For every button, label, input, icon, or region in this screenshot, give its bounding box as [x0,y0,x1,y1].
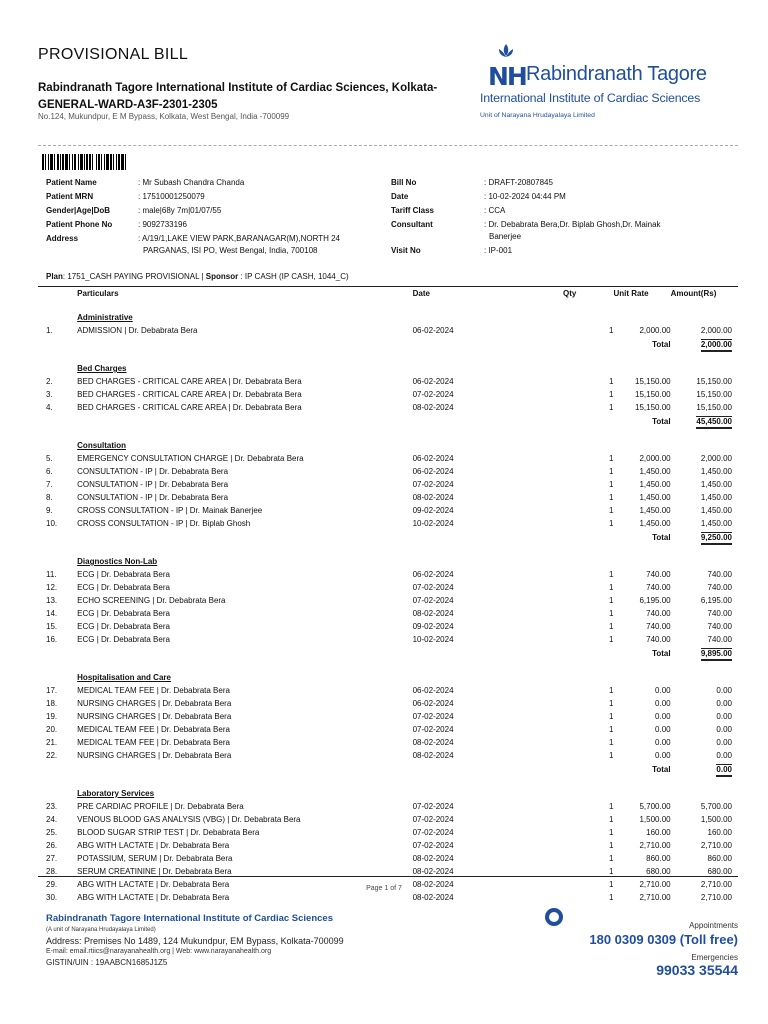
item-unit-rate: 0.00 [655,712,671,721]
item-date: 06-02-2024 [412,454,454,463]
table-row [38,324,738,337]
item-particulars: BED CHARGES - CRITICAL CARE AREA | Dr. Debabrata Bera [77,403,302,412]
item-amount: 2,000.00 [700,326,732,335]
item-qty: 1 [609,596,614,605]
item-date: 07-02-2024 [412,725,454,734]
item-qty: 1 [609,506,614,515]
item-qty: 1 [609,635,614,644]
item-date: 06-02-2024 [412,467,454,476]
item-particulars: MEDICAL TEAM FEE | Dr. Debabrata Bera [77,686,230,695]
item-number: 18. [46,699,58,708]
table-row [38,749,738,762]
item-qty: 1 [609,609,614,618]
item-number: 1. [46,326,53,335]
table-body [38,300,738,904]
item-number: 12. [46,583,58,592]
item-qty: 1 [609,390,614,399]
item-date: 06-02-2024 [412,570,454,579]
plan-value: : 1751_CASH PAYING PROVISIONAL | [62,272,206,281]
item-date: 07-02-2024 [412,390,454,399]
item-date: 07-02-2024 [412,712,454,721]
item-amount: 740.00 [707,583,732,592]
item-qty: 1 [609,854,614,863]
item-particulars: CROSS CONSULTATION - IP | Dr. Mainak Banerjee [77,506,263,515]
item-number: 7. [46,480,53,489]
item-particulars: PRE CARDIAC PROFILE | Dr. Debabrata Bera [77,802,244,811]
item-qty: 1 [609,519,614,528]
left-info-value: : 17510001250079 [138,192,205,201]
item-particulars: CROSS CONSULTATION - IP | Dr. Biplab Ghosh [77,519,251,528]
item-unit-rate: 2,000.00 [639,326,671,335]
item-date: 08-02-2024 [412,609,454,618]
total-label: Total [652,648,671,658]
category-name: Bed Charges [77,364,127,373]
item-particulars: CONSULTATION - IP | Dr. Debabrata Bera [77,493,229,502]
table-row [38,800,738,813]
item-qty: 1 [609,326,614,335]
table-row [38,517,738,530]
item-qty: 1 [609,751,614,760]
table-row [38,465,738,478]
appointments-phone: 180 0309 0309 (Toll free) [589,932,738,947]
item-date: 06-02-2024 [412,326,454,335]
table-bottom-rule [38,876,738,877]
item-date: 07-02-2024 [412,841,454,850]
item-qty: 1 [609,841,614,850]
table-row [38,697,738,710]
item-qty: 1 [609,802,614,811]
category-row [38,351,738,375]
item-amount: 15,150.00 [696,403,732,412]
item-amount: 0.00 [716,751,732,760]
item-unit-rate: 740.00 [646,583,671,592]
left-info-value: : 9092733196 [138,220,187,229]
item-unit-rate: 1,450.00 [639,519,671,528]
item-qty: 1 [609,712,614,721]
item-number: 20. [46,725,58,734]
item-date: 08-02-2024 [412,751,454,760]
item-qty: 1 [609,454,614,463]
item-number: 30. [46,893,58,902]
item-amount: 860.00 [707,854,732,863]
sponsor-label: Sponsor [205,272,239,281]
item-date: 06-02-2024 [412,377,454,386]
logo-mark: NH [488,62,526,91]
item-qty: 1 [609,583,614,592]
col-date: Date [413,287,563,301]
item-unit-rate: 1,450.00 [639,493,671,502]
hospital-name: Rabindranath Tagore International Institute of Cardiac Sciences, Kolkata-GENERAL-WARD-A3F-2301-2305 [38,82,438,111]
item-amount: 680.00 [707,867,732,876]
item-date: 06-02-2024 [412,686,454,695]
category-name: Administrative [77,313,133,322]
left-info-label: Address [46,234,79,243]
right-info-label: Date [391,192,409,201]
item-amount: 6,195.00 [700,596,732,605]
section-total-value: 0.00 [716,764,732,777]
table-row [38,852,738,865]
item-unit-rate: 0.00 [655,686,671,695]
item-number: 15. [46,622,58,631]
right-info-value: : CCA [484,206,506,215]
footer-hospital-name: Rabindranath Tagore International Institute of Cardiac Sciences [46,913,333,924]
table-row [38,684,738,697]
table-row [38,633,738,646]
item-number: 29. [46,880,58,889]
emergencies-phone: 99033 35544 [656,962,738,978]
item-unit-rate: 0.00 [655,699,671,708]
table-row [38,491,738,504]
item-particulars: ECG | Dr. Debabrata Bera [77,583,170,592]
emblem-icon [545,908,563,926]
item-particulars: ABG WITH LACTATE | Dr. Debabrata Bera [77,841,230,850]
footer-unit: (A unit of Narayana Hrudayalaya Limited) [46,927,156,933]
item-number: 9. [46,506,53,515]
item-date: 07-02-2024 [412,583,454,592]
total-label: Total [652,532,671,542]
item-unit-rate: 15,150.00 [635,377,671,386]
item-date: 08-02-2024 [412,493,454,502]
item-amount: 0.00 [716,699,732,708]
item-qty: 1 [609,867,614,876]
item-particulars: ECHO SCREENING | Dr. Debabrata Bera [77,596,226,605]
left-info-value: : Mr Subash Chandra Chanda [138,178,245,187]
item-qty: 1 [609,828,614,837]
table-row [38,388,738,401]
logo-unit: Unit of Narayana Hrudayalaya Limited [480,112,595,119]
section-total-row [38,337,738,351]
table-row [38,375,738,388]
item-amount: 2,000.00 [700,454,732,463]
item-amount: 1,450.00 [700,480,732,489]
item-date: 08-02-2024 [412,403,454,412]
table-row [38,826,738,839]
item-unit-rate: 0.00 [655,725,671,734]
item-unit-rate: 1,450.00 [639,480,671,489]
item-unit-rate: 5,700.00 [639,802,671,811]
item-unit-rate: 860.00 [646,854,671,863]
item-date: 06-02-2024 [412,699,454,708]
category-row [38,300,738,324]
item-particulars: POTASSIUM, SERUM | Dr. Debabrata Bera [77,854,233,863]
table-row [38,607,738,620]
item-amount: 2,710.00 [700,880,732,889]
item-number: 26. [46,841,58,850]
item-date: 07-02-2024 [412,802,454,811]
item-number: 6. [46,467,53,476]
item-number: 23. [46,802,58,811]
item-unit-rate: 2,710.00 [639,893,671,902]
item-unit-rate: 740.00 [646,570,671,579]
section-total-value: 2,000.00 [701,339,732,352]
section-total-value: 45,450.00 [696,416,732,429]
plan-label: Plan [46,272,63,281]
document-title: PROVISIONAL BILL [38,46,189,63]
item-particulars: ECG | Dr. Debabrata Bera [77,635,170,644]
hospital-logo [478,42,738,126]
logo-name: Rabindranath Tagore [526,63,707,85]
table-row [38,736,738,749]
right-info-label: Visit No [391,246,421,255]
item-particulars: ECG | Dr. Debabrata Bera [77,570,170,579]
item-number: 2. [46,377,53,386]
item-qty: 1 [609,570,614,579]
item-qty: 1 [609,467,614,476]
section-total-row [38,414,738,428]
item-number: 14. [46,609,58,618]
item-unit-rate: 15,150.00 [635,390,671,399]
left-info-value-continued: PARGANAS, ISI PO, West Bengal, India, 700108 [143,246,318,255]
item-qty: 1 [609,622,614,631]
section-total-row [38,530,738,544]
item-amount: 2,710.00 [700,841,732,850]
item-unit-rate: 160.00 [646,828,671,837]
item-particulars: VENOUS BLOOD GAS ANALYSIS (VBG) | Dr. Debabrata Bera [77,815,301,824]
item-date: 08-02-2024 [412,893,454,902]
item-unit-rate: 740.00 [646,635,671,644]
item-unit-rate: 1,450.00 [639,467,671,476]
col-amount: Amount(Rs) [671,287,738,301]
table-row [38,401,738,414]
item-date: 08-02-2024 [412,880,454,889]
barcode [42,154,164,170]
item-date: 08-02-2024 [412,854,454,863]
item-number: 3. [46,390,53,399]
category-name: Consultation [77,441,127,450]
item-qty: 1 [609,686,614,695]
page-number: Page 1 of 7 [366,885,402,892]
item-date: 08-02-2024 [412,867,454,876]
footer-gstin: GISTIN/UIN : 19AABCN1685J1Z5 [46,958,168,967]
table-row [38,813,738,826]
table-row [38,594,738,607]
item-number: 5. [46,454,53,463]
item-unit-rate: 1,500.00 [639,815,671,824]
item-particulars: MEDICAL TEAM FEE | Dr. Debabrata Bera [77,725,230,734]
item-number: 4. [46,403,53,412]
item-qty: 1 [609,815,614,824]
item-number: 8. [46,493,53,502]
left-info-value: : A/19/1,LAKE VIEW PARK,BARANAGAR(M),NORTH 24 [138,234,340,243]
right-info-value: : IP-001 [484,246,513,255]
left-info-label: Patient MRN [46,192,94,201]
item-unit-rate: 2,710.00 [639,880,671,889]
item-amount: 1,450.00 [700,506,732,515]
right-info-value: : DRAFT-20807845 [484,178,553,187]
item-unit-rate: 740.00 [646,622,671,631]
item-unit-rate: 740.00 [646,609,671,618]
item-particulars: BLOOD SUGAR STRIP TEST | Dr. Debabrata Bera [77,828,260,837]
table-row [38,478,738,491]
item-amount: 1,450.00 [700,519,732,528]
item-particulars: ECG | Dr. Debabrata Bera [77,622,170,631]
item-unit-rate: 680.00 [646,867,671,876]
item-number: 27. [46,854,58,863]
total-label: Total [652,416,671,426]
right-info-value-continued: Banerjee [489,232,522,241]
item-date: 10-02-2024 [412,519,454,528]
item-particulars: NURSING CHARGES | Dr. Debabrata Bera [77,751,232,760]
table-row [38,710,738,723]
item-particulars: CONSULTATION - IP | Dr. Debabrata Bera [77,467,229,476]
item-particulars: NURSING CHARGES | Dr. Debabrata Bera [77,712,232,721]
appointments-label: Appointments [689,921,738,930]
item-unit-rate: 0.00 [655,751,671,760]
total-label: Total [652,764,671,774]
item-date: 10-02-2024 [412,635,454,644]
item-unit-rate: 2,710.00 [639,841,671,850]
col-particulars: Particulars [77,287,412,301]
item-amount: 5,700.00 [700,802,732,811]
item-particulars: NURSING CHARGES | Dr. Debabrata Bera [77,699,232,708]
item-qty: 1 [609,377,614,386]
table-row [38,839,738,852]
item-particulars: BED CHARGES - CRITICAL CARE AREA | Dr. Debabrata Bera [77,390,302,399]
section-total-row [38,762,738,776]
table-row [38,620,738,633]
item-date: 07-02-2024 [412,815,454,824]
item-number: 24. [46,815,58,824]
item-amount: 740.00 [707,570,732,579]
right-info-label: Bill No [391,178,417,187]
item-number: 13. [46,596,58,605]
category-name: Diagnostics Non-Lab [77,557,158,566]
item-date: 08-02-2024 [412,738,454,747]
item-amount: 15,150.00 [696,390,732,399]
category-name: Laboratory Services [77,789,155,798]
item-date: 09-02-2024 [412,622,454,631]
item-qty: 1 [609,725,614,734]
section-total-value: 9,895.00 [701,648,732,661]
table-row [38,504,738,517]
left-info-label: Gender|Age|DoB [46,206,111,215]
hospital-address: No.124, Mukundpur, E M Bypass, Kolkata, West Bengal, India -700099 [38,112,290,121]
col-no [38,287,77,301]
item-number: 25. [46,828,58,837]
sponsor-value: : IP CASH (IP CASH, 1044_C) [238,272,349,281]
category-row [38,544,738,568]
table-row [38,723,738,736]
item-amount: 0.00 [716,712,732,721]
emergencies-label: Emergencies [691,953,738,962]
item-amount: 740.00 [707,635,732,644]
category-row [38,660,738,684]
col-unit-rate: Unit Rate [614,287,671,301]
item-qty: 1 [609,699,614,708]
right-info-label: Tariff Class [391,206,434,215]
item-number: 16. [46,635,58,644]
section-total-row [38,646,738,660]
item-amount: 0.00 [716,725,732,734]
item-number: 17. [46,686,58,695]
section-total-value: 9,250.00 [701,532,732,545]
table-row [38,581,738,594]
item-particulars: EMERGENCY CONSULTATION CHARGE | Dr. Debabrata Bera [77,454,304,463]
item-qty: 1 [609,480,614,489]
item-date: 07-02-2024 [412,480,454,489]
category-row [38,776,738,800]
item-amount: 2,710.00 [700,893,732,902]
item-amount: 740.00 [707,609,732,618]
item-qty: 1 [609,880,614,889]
item-particulars: BED CHARGES - CRITICAL CARE AREA | Dr. Debabrata Bera [77,377,302,386]
item-qty: 1 [609,493,614,502]
item-amount: 0.00 [716,738,732,747]
item-qty: 1 [609,893,614,902]
item-amount: 160.00 [707,828,732,837]
right-info-value: : Dr. Debabrata Bera,Dr. Biplab Ghosh,Dr. Mainak [484,220,661,229]
item-date: 09-02-2024 [412,506,454,515]
item-amount: 740.00 [707,622,732,631]
col-qty: Qty [563,287,613,301]
item-amount: 1,500.00 [700,815,732,824]
left-info-label: Patient Name [46,178,97,187]
item-unit-rate: 1,450.00 [639,506,671,515]
header-divider [38,145,738,146]
item-number: 11. [46,570,57,579]
item-qty: 1 [609,738,614,747]
logo-subtitle: International Institute of Cardiac Sciences [480,91,701,105]
table-row [38,568,738,581]
right-info-label: Consultant [391,220,433,229]
item-particulars: MEDICAL TEAM FEE | Dr. Debabrata Bera [77,738,230,747]
item-amount: 15,150.00 [696,377,732,386]
item-particulars: CONSULTATION - IP | Dr. Debabrata Bera [77,480,229,489]
left-info-label: Patient Phone No [46,220,113,229]
footer-address: Address: Premises No 1489, 124 Mukundpur, EM Bypass, Kolkata-700099 [46,936,344,946]
item-number: 10. [46,519,58,528]
item-qty: 1 [609,403,614,412]
item-particulars: ECG | Dr. Debabrata Bera [77,609,170,618]
table-row [38,452,738,465]
category-row [38,428,738,452]
item-number: 19. [46,712,58,721]
item-amount: 1,450.00 [700,467,732,476]
category-name: Hospitalisation and Care [77,673,171,682]
item-particulars: ADMISSION | Dr. Debabrata Bera [77,326,198,335]
item-number: 22. [46,751,58,760]
item-number: 21. [46,738,58,747]
footer [0,905,768,1024]
item-unit-rate: 2,000.00 [639,454,671,463]
item-amount: 1,450.00 [700,493,732,502]
item-particulars: SERUM CREATININE | Dr. Debabrata Bera [77,867,232,876]
item-number: 28. [46,867,58,876]
item-amount: 0.00 [716,686,732,695]
bill-items-table [38,286,738,904]
item-date: 07-02-2024 [412,596,454,605]
item-unit-rate: 6,195.00 [639,596,671,605]
right-info-value: : 10-02-2024 04:44 PM [484,192,566,201]
left-info-value: : male|68y 7m|01/07/55 [138,206,222,215]
item-unit-rate: 15,150.00 [635,403,671,412]
plan-line [46,272,349,281]
item-particulars: ABG WITH LACTATE | Dr. Debabrata Bera [77,893,230,902]
item-unit-rate: 0.00 [655,738,671,747]
item-date: 07-02-2024 [412,828,454,837]
footer-contact: E-mail: email.rtiics@narayanahealth.org | Web: www.narayanahealth.org [46,948,272,955]
table-row [38,891,738,904]
item-particulars: ABG WITH LACTATE | Dr. Debabrata Bera [77,880,230,889]
table-header [38,287,738,301]
total-label: Total [652,339,671,349]
